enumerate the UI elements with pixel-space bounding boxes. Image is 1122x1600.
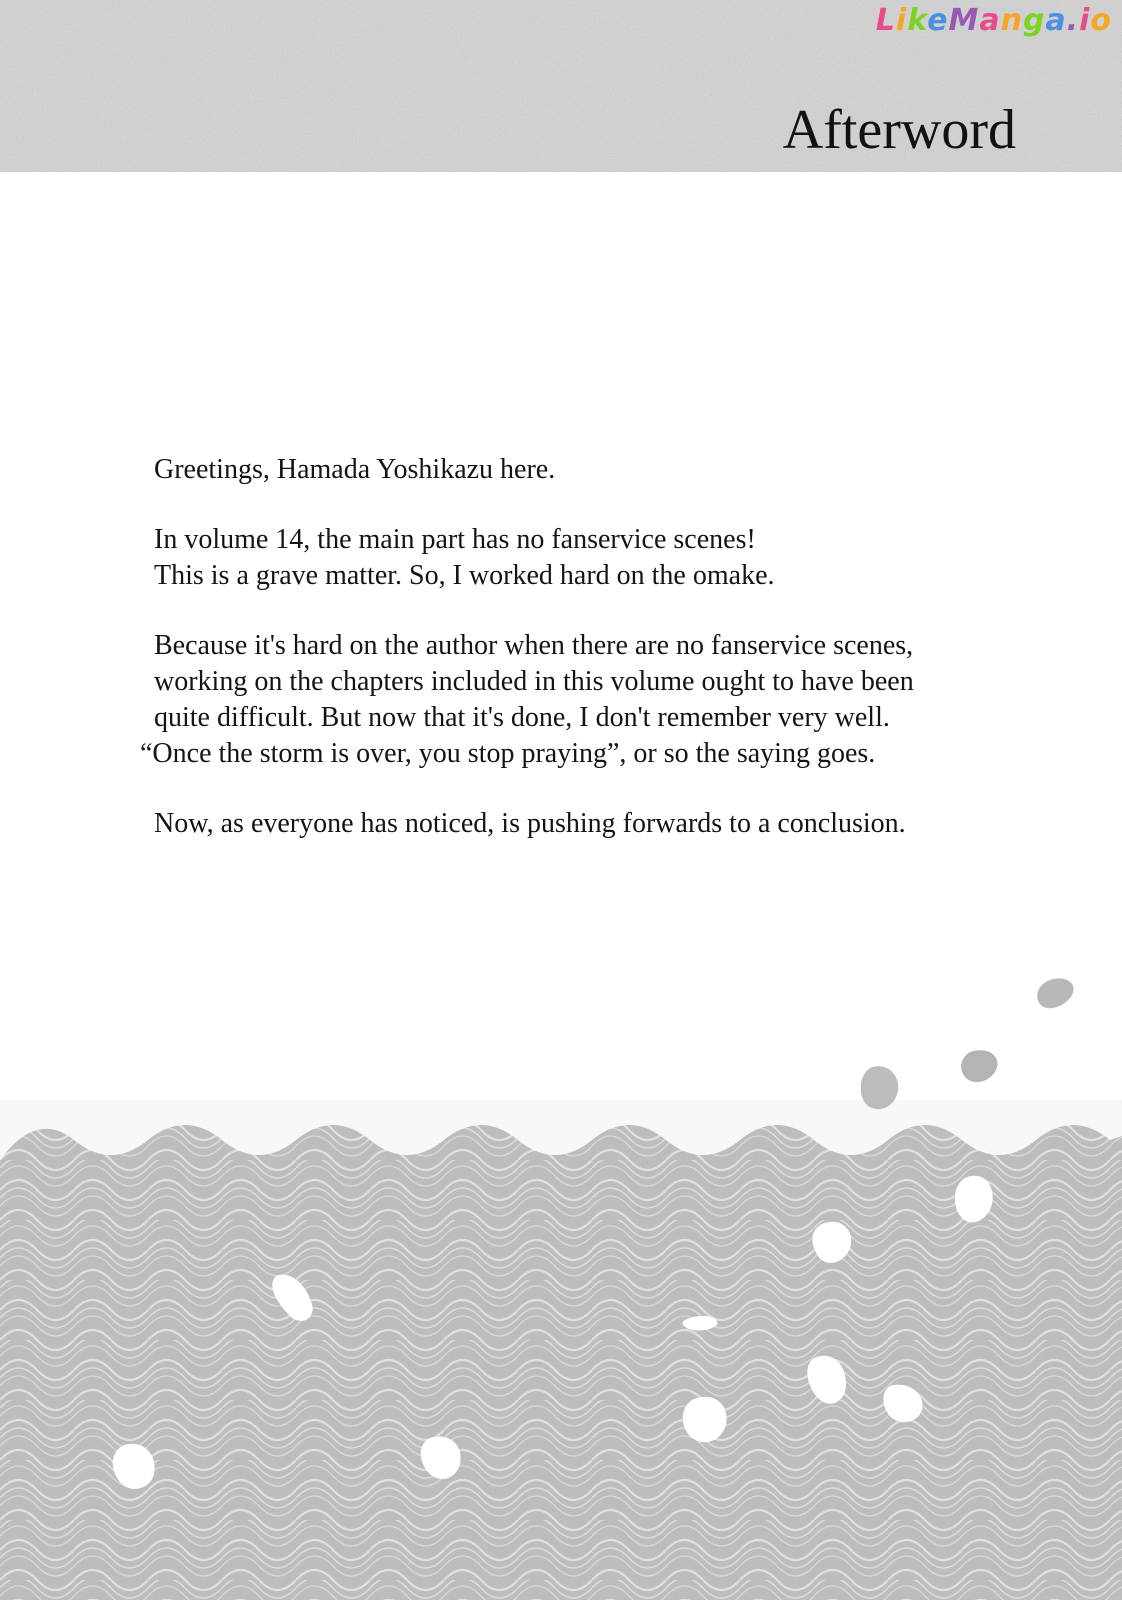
text-line: quite difficult. But now that it's done, I don't remember very well. xyxy=(154,702,890,733)
petal-icon xyxy=(961,1050,997,1082)
text-line: “Once the storm is over, you stop praying”, or so the saying goes. xyxy=(140,738,876,769)
floating-petals xyxy=(0,960,1122,1120)
paragraph xyxy=(140,628,1014,772)
watermark-logo: LikeManga.io xyxy=(875,3,1112,38)
wave-pattern xyxy=(0,1100,1122,1600)
text-line: Because it's hard on the author when there are no fanservice scenes, xyxy=(154,630,914,661)
afterword-text xyxy=(140,452,1014,876)
paragraph xyxy=(154,806,1014,842)
text-line: In volume 14, the main part has no fanservice scenes! xyxy=(154,524,756,555)
paragraph xyxy=(154,522,1014,594)
paragraph xyxy=(154,452,1014,488)
text-line: Greetings, Hamada Yoshikazu here. xyxy=(154,454,556,485)
header-band xyxy=(0,0,1122,172)
text-line: working on the chapters included in this volume ought to have been xyxy=(154,666,914,697)
text-line: This is a grave matter. So, I worked hard on the omake. xyxy=(154,560,775,591)
text-line: Now, as everyone has noticed, is pushing forwards to a conclusion. xyxy=(154,808,906,839)
petal-icon xyxy=(1037,978,1073,1008)
page-title: Afterword xyxy=(782,99,1016,161)
